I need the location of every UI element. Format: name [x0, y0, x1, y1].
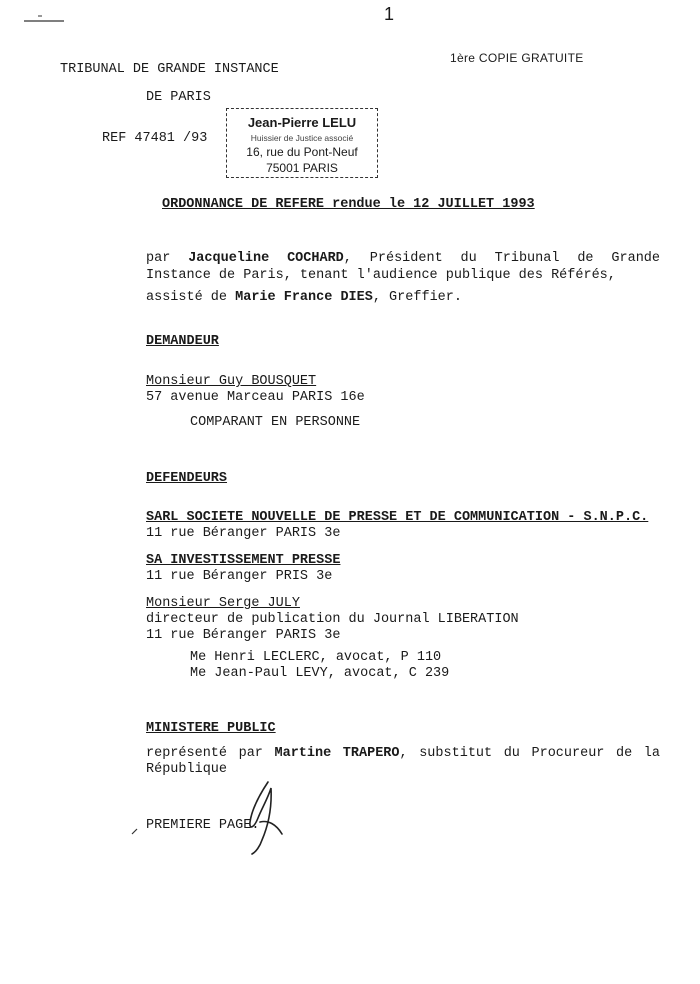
defendeur-1-name: SARL SOCIETE NOUVELLE DE PRESSE ET DE COMMUNICATION - S.N.P.C. [146, 510, 649, 525]
lawyer-2: Me Jean-Paul LEVY, avocat, C 239 [190, 666, 450, 681]
assist-suffix: , Greffier. [372, 290, 462, 305]
stamp-street: 16, rue du Pont-Neuf [246, 145, 358, 159]
court-city: DE PARIS [146, 90, 211, 105]
defendeur-3-role: directeur de publication du Journal LIBERATION [146, 612, 519, 627]
assist-line [146, 290, 462, 305]
defendeur-3-name: Monsieur Serge JULY [146, 596, 300, 611]
court-name: TRIBUNAL DE GRANDE INSTANCE [60, 62, 279, 77]
defendeur-1-address: 11 rue Béranger PARIS 3e [146, 526, 341, 541]
defendeur-1 [146, 510, 648, 542]
lawyers-block [190, 650, 449, 682]
footer-label: PREMIERE PAGE. [146, 818, 260, 833]
presidency-prefix: par [146, 251, 189, 266]
ministere-paragraph [146, 746, 660, 778]
presidency-paragraph [146, 250, 660, 284]
stamp-city: 75001 PARIS [266, 161, 338, 175]
prosecutor-name: Martine TRAPERO [274, 746, 400, 761]
page-number: 1 [384, 4, 395, 24]
defendeur-2 [146, 553, 340, 585]
defendeurs-heading: DEFENDEURS [146, 471, 228, 486]
bailiff-stamp [226, 108, 378, 178]
stamp-name: Jean-Pierre LELU [247, 115, 357, 130]
presidency-rest: , Président du Tribunal de Grande Instance de Paris, tenant l'audience publique des Référés, [146, 251, 661, 283]
ministere-rest: , substitut du Procureur de la République [146, 746, 660, 777]
defendeur-3 [146, 596, 519, 644]
signature-mark [238, 778, 288, 856]
defendeur-2-name: SA INVESTISSEMENT PRESSE [146, 553, 341, 568]
ordonnance-title: ORDONNANCE DE REFERE rendue le 12 JUILLET 1993 [162, 197, 535, 212]
demandeur-status: COMPARANT EN PERSONNE [190, 415, 361, 430]
reference: REF 47481 /93 [102, 131, 208, 146]
judge-name: Jacqueline COCHARD [188, 251, 344, 266]
demandeur-heading: DEMANDEUR [146, 334, 219, 349]
lawyer-1: Me Henri LECLERC, avocat, P 110 [190, 650, 442, 665]
ministere-heading: MINISTERE PUBLIC [146, 721, 276, 736]
demandeur-name: Monsieur Guy BOUSQUET [146, 374, 317, 389]
corner-mark [24, 14, 64, 24]
clerk-name: Marie France DIES [235, 290, 373, 305]
defendeur-3-address: 11 rue Béranger PARIS 3e [146, 628, 341, 643]
stamp-title: Huissier de Justice associé [250, 133, 354, 143]
demandeur-address: 57 avenue Marceau PARIS 16e [146, 390, 365, 405]
ministere-prefix: représenté par [146, 746, 275, 761]
defendeur-2-address: 11 rue Béranger PRIS 3e [146, 569, 333, 584]
copy-label: 1ère COPIE GRATUITE [450, 51, 584, 65]
assist-prefix: assisté de [146, 290, 236, 305]
tick-mark [130, 826, 140, 836]
demandeur-block [146, 374, 365, 406]
